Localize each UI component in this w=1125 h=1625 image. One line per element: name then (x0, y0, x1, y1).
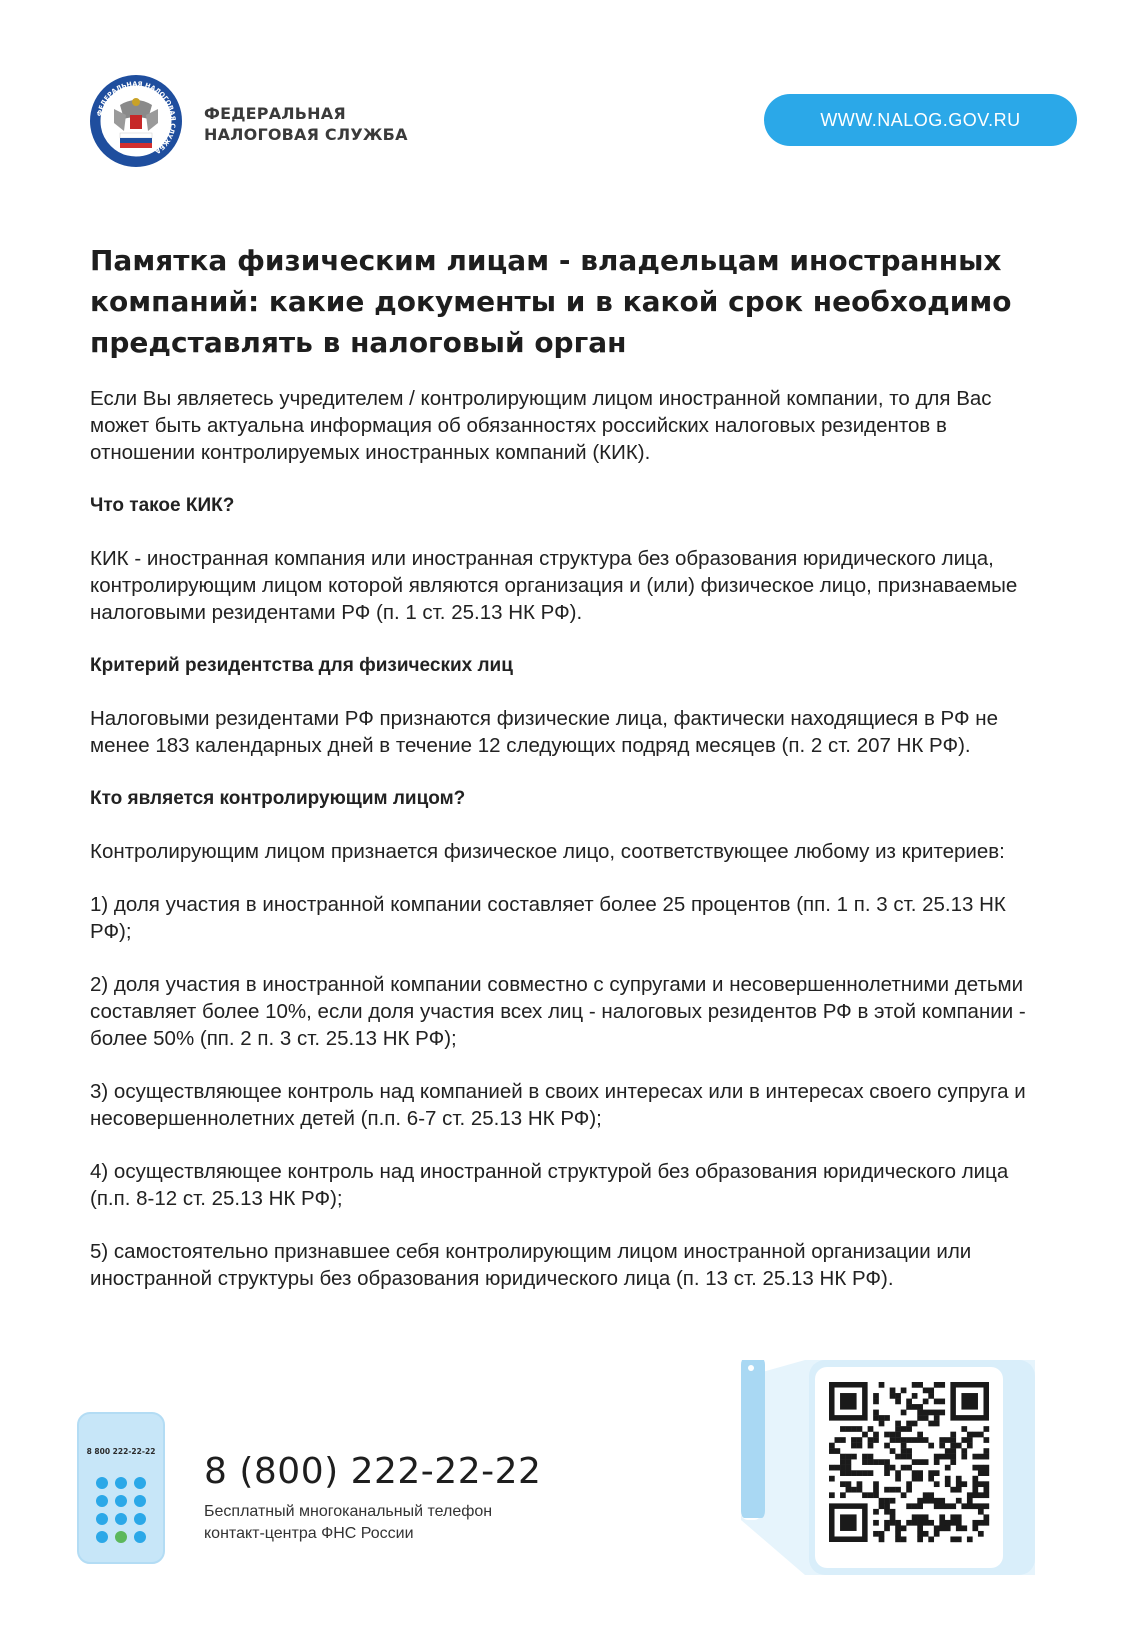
qr-code-panel (735, 1360, 1035, 1575)
section-heading-controller: Кто является контролирующим лицом? (90, 788, 466, 809)
criterion-item: 5) самостоятельно признавшее себя контролирующим лицом иностранной организации или иностранной структуры без образования юридического лица (п. 13 ст. 25.13 НК РФ). (90, 1240, 972, 1290)
hotline-caption-line1: Бесплатный многоканальный телефон (204, 1503, 493, 1520)
phone-device-icon (77, 1412, 165, 1564)
org-name-line1: ФЕДЕРАЛЬНАЯ (204, 104, 346, 123)
org-name (204, 103, 408, 145)
scanning-phone-icon (741, 1360, 765, 1520)
section-heading-kik: Что такое КИК? (90, 495, 235, 516)
hotline-caption-line2: контакт-центра ФНС России (204, 1525, 414, 1542)
criterion-item: 3) осуществляющее контроль над компанией в своих интересах или в интересах своего супруга и несовершеннолетних детей (п.п. 6-7 ст. 25.13 НК РФ); (90, 1080, 1026, 1130)
svg-text:ФЕДЕРАЛЬНАЯ НАЛОГОВАЯ СЛУЖБА: ФЕДЕРАЛЬНАЯ НАЛОГОВАЯ СЛУЖБА (95, 79, 178, 156)
intro-paragraph: Если Вы являетесь учредителем / контролирующим лицом иностранной компании, то для Вас может быть актуальна информация об обязанностях российских налоговых резидентов в отношении контролируемых иностранных компаний (КИК). (90, 387, 992, 464)
section-text-controller: Контролирующим лицом признается физическое лицо, соответствующее любому из критериев: (90, 840, 1005, 863)
hotline-phone-number[interactable]: 8 (800) 222-22-22 (204, 1451, 542, 1492)
section-text-residency: Налоговыми резидентами РФ признаются физические лица, фактически находящиеся в РФ не менее 183 календарных дней в течение 12 следующих подряд месяцев (п. 2 ст. 207 НК РФ). (90, 707, 998, 757)
website-link[interactable]: WWW.NALOG.GOV.RU (764, 94, 1077, 146)
phone-screen-number: 8 800 222-22-22 (86, 1447, 156, 1456)
criterion-item: 4) осуществляющее контроль над иностранной структурой без образования юридического лица (п.п. 8-12 ст. 25.13 НК РФ); (90, 1160, 1009, 1210)
main-content (90, 385, 1050, 1318)
section-heading-residency: Критерий резидентства для физических лиц (90, 655, 513, 676)
fns-emblem-icon (90, 75, 182, 167)
section-text-kik: КИК - иностранная компания или иностранная структура без образования юридического лица, контролирующим лицом которой являются организация и (или) физическое лицо, признаваемые налоговыми резидентами РФ (п. 1 ст. 25.13 НК РФ). (90, 547, 1018, 624)
page-title: Памятка физическим лицам - владельцам иностранных компаний: какие документы и в какой срок необходимо представлять в налоговый орган (90, 244, 1012, 359)
criterion-item: 1) доля участия в иностранной компании составляет более 25 процентов (пп. 1 п. 3 ст. 25.13 НК РФ); (90, 893, 1006, 943)
hotline-caption (204, 1501, 492, 1545)
org-name-line2: НАЛОГОВАЯ СЛУЖБА (204, 125, 408, 144)
criterion-item: 2) доля участия в иностранной компании совместно с супругами и несовершеннолетними детьми составляет более 10%, если доля участия всех лиц - налоговых резидентов РФ в этой компании - более 50% (пп. 2 п. 3 ст. 25.13 НК РФ); (90, 973, 1026, 1050)
